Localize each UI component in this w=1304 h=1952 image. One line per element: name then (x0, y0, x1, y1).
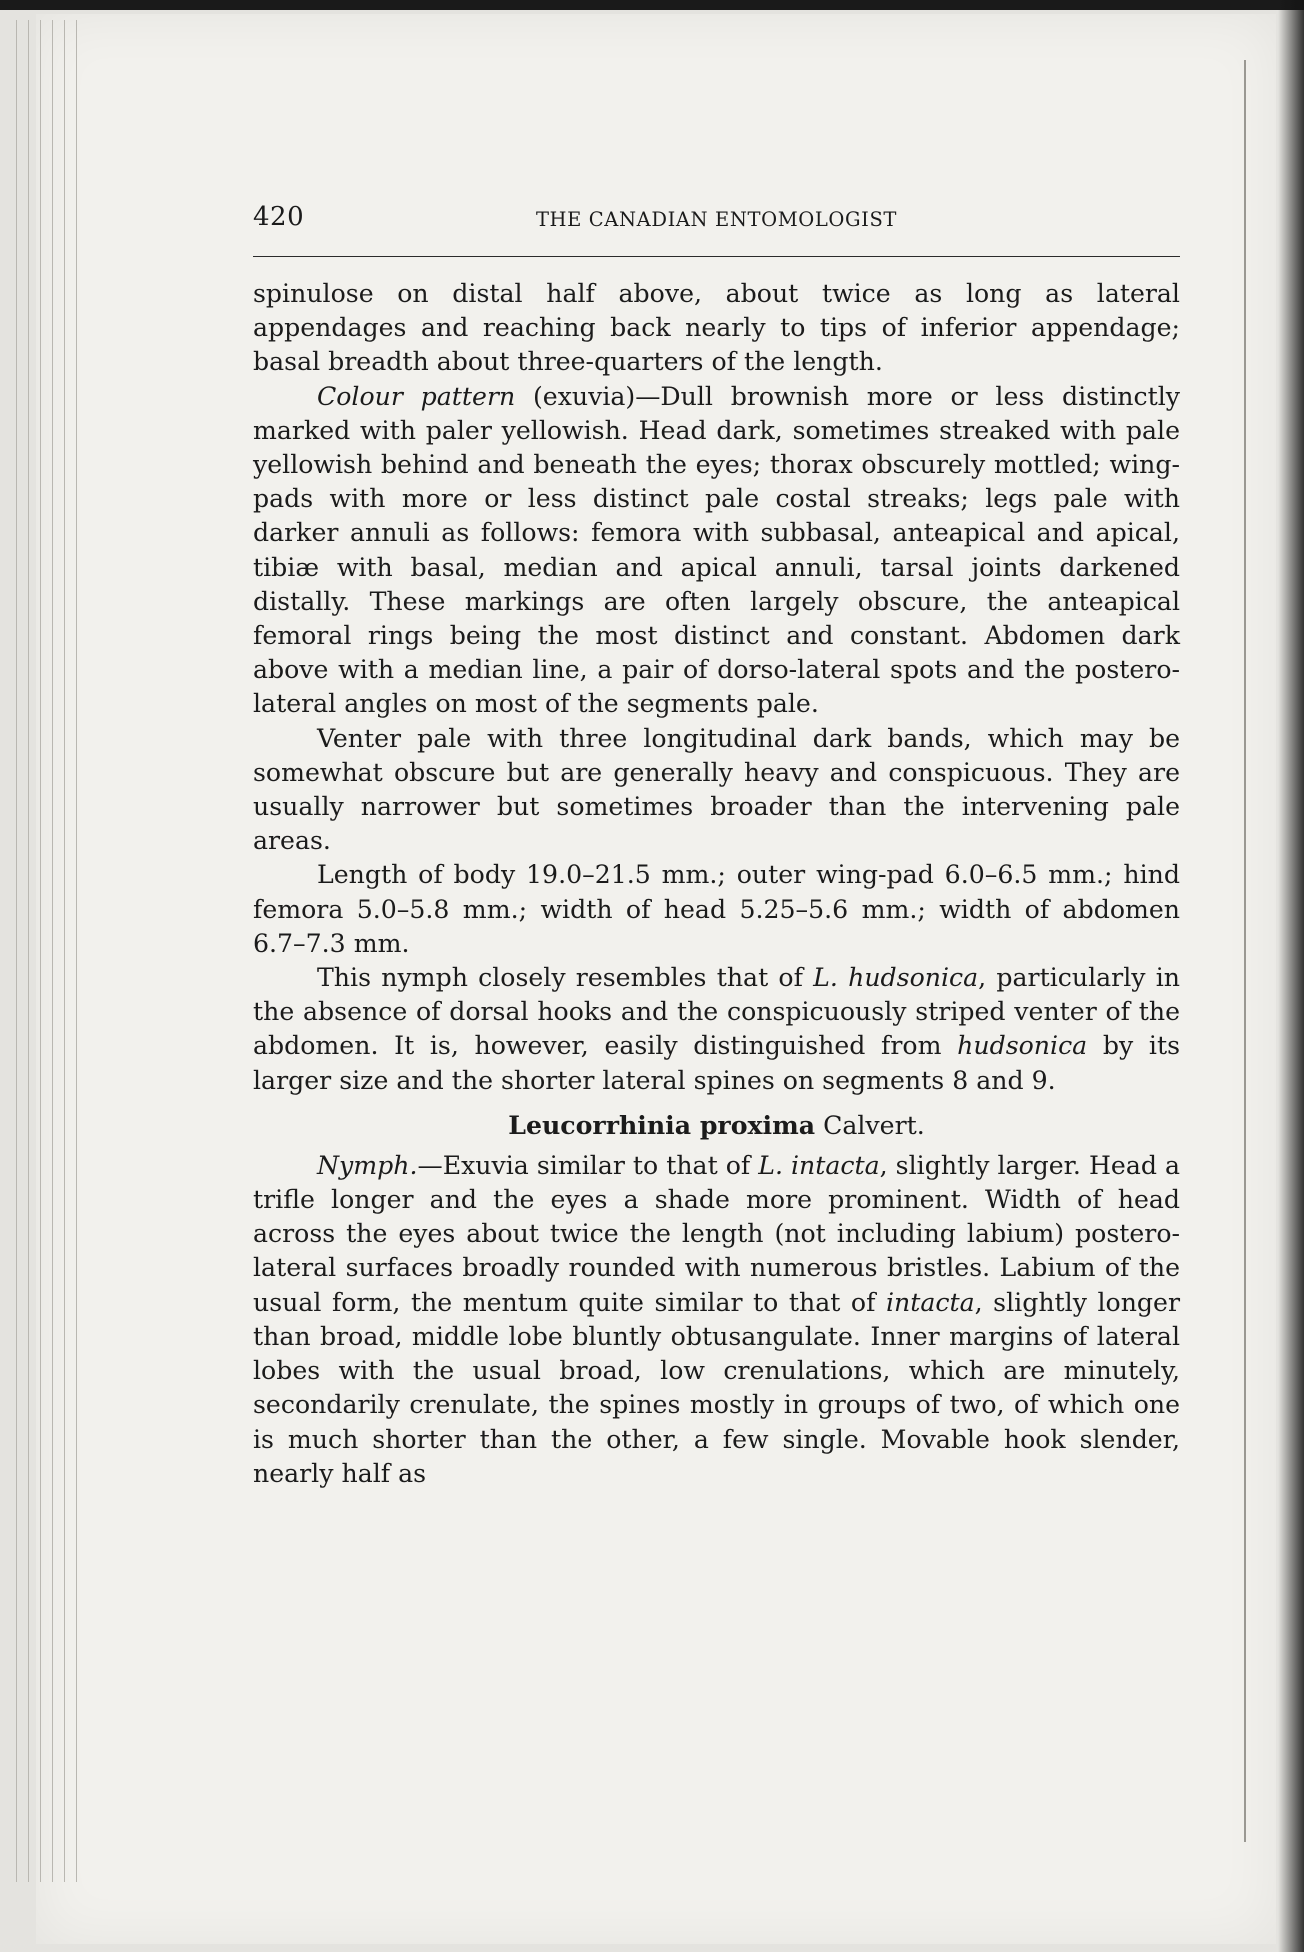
page-gutter-line (1244, 60, 1246, 1842)
header-rule (253, 256, 1180, 257)
paragraph-comparison: This nymph closely resembles that of L. hudsonica, particularly in the absence of dorsal hooks and the conspicuously striped venter of the abdomen. It is, however, easily distinguished from hudsonica by its larger size and the shorter lateral spines on segments 8 and 9. (253, 963, 1180, 1095)
journal-title: THE CANADIAN ENTOMOLOGIST (535, 208, 898, 231)
species-heading-name: Leucorrhinia proxima (508, 1109, 816, 1140)
species-heading (253, 1108, 1180, 1143)
colour-pattern-heading: Colour pattern (317, 381, 516, 411)
species-name-italic: hudsonica (957, 1031, 1088, 1061)
nymph-heading: Nymph. (317, 1150, 418, 1180)
paragraph-appendage-description: spinulose on distal half above, about twice as long as lateral appendages and reaching back nearly to tips of inferior appendage; basal breadth about three-quarters of the length. (253, 279, 1180, 377)
scan-top-border (0, 0, 1304, 10)
page-number: 420 (253, 202, 305, 232)
species-name-italic: L. hudsonica (813, 963, 979, 993)
binding-shadow (1278, 0, 1304, 1952)
species-name-italic: intacta (885, 1287, 975, 1317)
paragraph-venter: Venter pale with three longitudinal dark bands, which may be somewhat obscure but are generally heavy and conspicuous. They are usually narrower but sometimes broader than the intervening pale areas. (253, 723, 1180, 856)
species-name-italic: L. intacta (758, 1150, 880, 1180)
paragraph-nymph: Nymph.—Exuvia similar to that of L. intacta, slightly larger. Head a trifle longer and the eyes a shade more prominent. Width of head across the eyes about twice the length (not including labium) postero-lateral surfaces broadly rounded with numerous bristles. Labium of the usual form, the mentum quite similar to that of intacta, slightly longer than broad, middle lobe bluntly obtusangulate. Inner margins of lateral lobes with the usual broad, low crenulations, which are minutely, secondarily crenulate, the spines mostly in groups of two, of which one is much shorter than the other, a few single. Movable hook slender, nearly half as (253, 1150, 1180, 1488)
stacked-page-edges (0, 0, 90, 1952)
running-head (253, 202, 1180, 238)
body-text (253, 277, 1180, 1491)
species-heading-author: Calvert. (815, 1110, 925, 1140)
paragraph-colour-pattern: Colour pattern (exuvia)—Dull brownish more or less distinctly marked with paler yellowish. Head dark, sometimes streaked with pale yellowish behind and beneath the eyes; thorax obscurely mottled; wing-pads with more or less distinct pale costal streaks; legs pale with darker annuli as follows: femora with subbasal, anteapical and apical, tibiæ with basal, median and apical annuli, tarsal joints darkened distally. These markings are often largely obscure, the anteapical femoral rings being the most distinct and constant. Abdomen dark above with a median line, a pair of dorso-lateral spots and the postero-lateral angles on most of the segments pale. (253, 381, 1180, 719)
paragraph-measurements: Length of body 19.0–21.5 mm.; outer wing-pad 6.0–6.5 mm.; hind femora 5.0–5.8 mm.; width of head 5.25–5.6 mm.; width of abdomen 6.7–7.3 mm. (253, 860, 1180, 958)
text-block (253, 202, 1180, 1491)
